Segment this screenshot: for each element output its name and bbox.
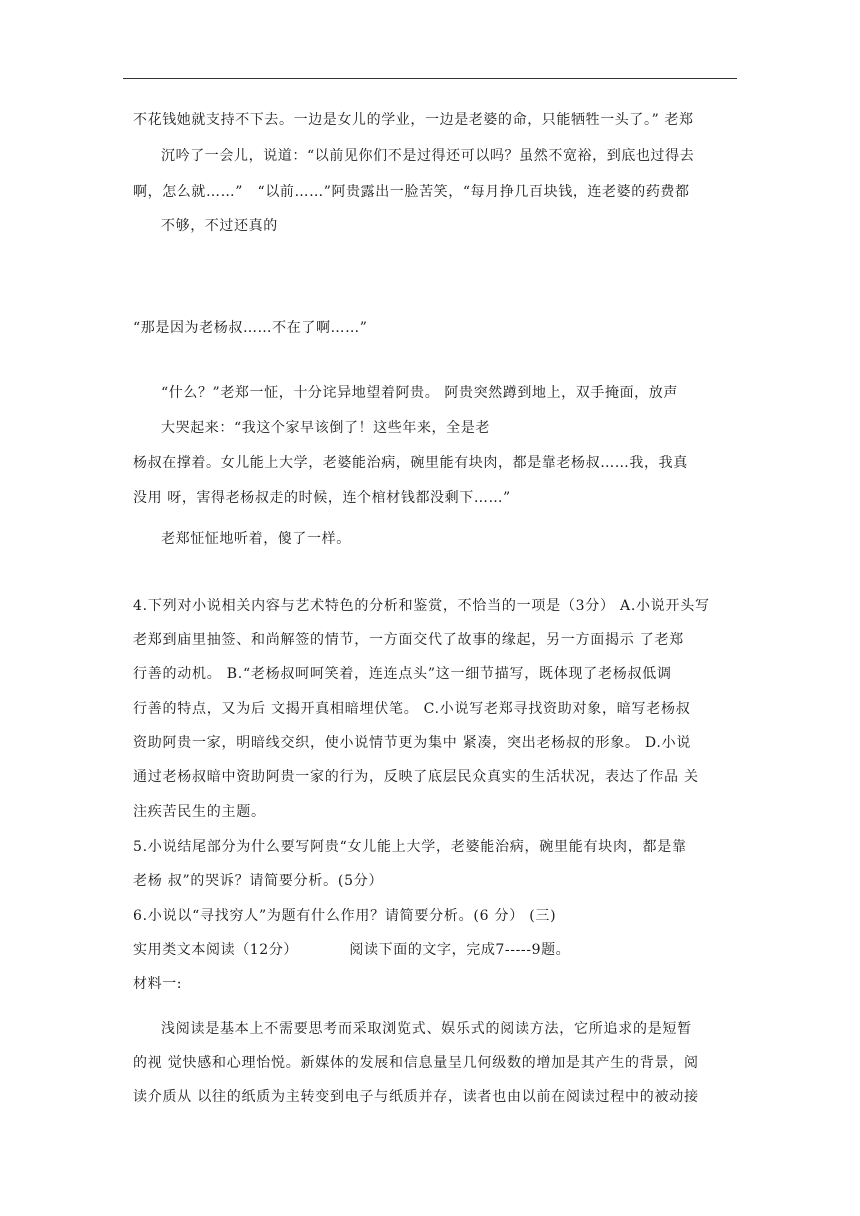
text-line: “那是因为老杨叔……不在了啊……” — [133, 320, 368, 336]
passage-line: 浅阅读是基本上不需要思考而采取浏览式、娱乐式的阅读方法，它所追求的是短暂 — [161, 1021, 692, 1037]
text-line: 大哭起来：“我这个家早该倒了！这些年来，全是老 — [161, 420, 490, 436]
text-line: 沉吟了一会儿，说道：“以前见你们不是过得还可以吗？虽然不宽裕，到底也过得去 — [161, 148, 695, 164]
question-4: 老郑到庙里抽签、和尚解签的情节，一方面交代了故事的缘起，另一方面揭示 了老郑 — [133, 632, 684, 648]
question-4: 通过老杨叔暗中资助阿贵一家的行为，反映了底层民众真实的生活状况，表达了作品 关 — [133, 769, 699, 785]
question-5: 老杨 叔”的哭诉？请简要分析。(5分） — [133, 873, 384, 889]
question-4: 4.下列对小说相关内容与艺术特色的分析和鉴赏，不恰当的一项是（3分） A.小说开头写 — [133, 598, 710, 614]
question-4: 行善的特点，又为后 文揭开真相暗埋伏笔。 C.小说写老郑寻找资助对象，暗写老杨叔 — [133, 701, 691, 717]
question-5: 5.小说结尾部分为什么要写阿贵“女儿能上大学，老婆能治病，碗里能有块肉，都是靠 — [133, 839, 687, 855]
text-line: 不花钱她就支持不下去。一边是女儿的学业，一边是老婆的命，只能牺牲一头了。” 老郑 — [133, 112, 694, 128]
header-rule — [123, 78, 737, 79]
text-line: 不够，不过还真的 — [161, 218, 278, 234]
question-4: 资助阿贵一家，明暗线交织，使小说情节更为集中 紧凑，突出老杨叔的形象。 D.小说 — [133, 735, 692, 751]
question-4: 行善的动机。 B.“老杨叔呵呵笑着，连连点头”这一细节描写，既体现了老杨叔低调 — [133, 666, 672, 682]
section-heading: 实用类文本阅读（12分） 阅读下面的文字，完成7-----9题。 — [133, 942, 571, 958]
text-line: 老郑怔怔地听着，傻了一样。 — [161, 531, 351, 547]
text-line: 啊，怎么就……” “以前……”阿贵露出一脸苦笑，“每月挣几百块钱，连老婆的药费都 — [133, 184, 690, 200]
question-6: 6.小说以“寻找穷人”为题有什么作用？请简要分析。(6 分） (三) — [133, 908, 557, 924]
text-line: 杨叔在撑着。女儿能上大学，老婆能治病，碗里能有块肉，都是靠老杨叔……我，我真 — [133, 455, 688, 471]
passage-line: 读介质从 以往的纸质为主转变到电子与纸质并存，读者也由以前在阅读过程中的被动接 — [133, 1089, 699, 1105]
passage-line: 的视 觉快感和心理怡悦。新媒体的发展和信息量呈几何级数的增加是其产生的背景，阅 — [133, 1055, 699, 1071]
text-line: “什么？”老郑一怔，十分诧异地望着阿贵。 阿贵突然蹲到地上，双手掩面，放声 — [161, 385, 678, 401]
text-line: 没用 呀，害得老杨叔走的时候，连个棺材钱都没剩下……” — [133, 490, 511, 506]
question-4: 注疾苦民生的主题。 — [133, 804, 266, 820]
material-label: 材料一: — [133, 976, 183, 992]
